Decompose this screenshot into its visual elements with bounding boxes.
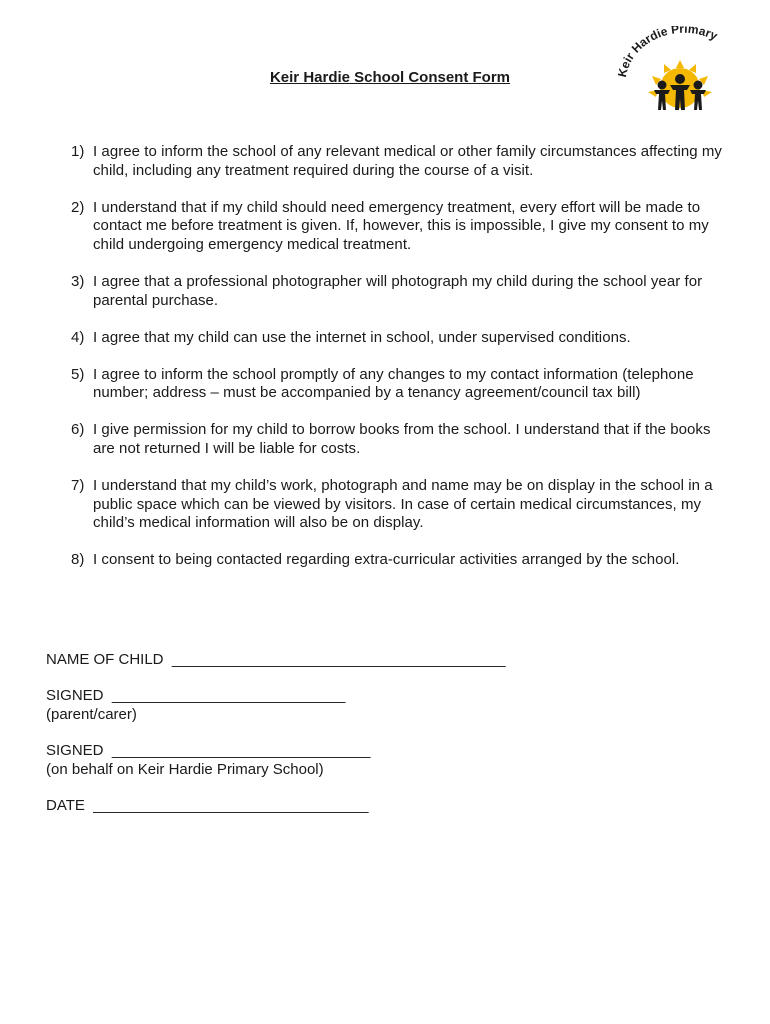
signed-school-caption: (on behalf on Keir Hardie Primary School)	[46, 761, 324, 778]
logo-text: Keir Hardie Primary	[615, 26, 720, 79]
school-logo	[612, 26, 752, 118]
item-number: 7)	[71, 477, 85, 495]
form-title: Keir Hardie School Consent Form	[269, 69, 511, 86]
item-text: I give permission for my child to borrow books from the school. I understand that if the books are not returned I will be liable for costs.	[93, 421, 711, 458]
consent-item-5	[71, 366, 731, 403]
item-number: 2)	[71, 198, 85, 216]
item-text: I agree to inform the school of any relevant medical or other family circumstances affecting my child, including any treatment required during the course of a visit.	[93, 143, 722, 179]
date-field[interactable]: DATE _________________________________	[46, 797, 369, 814]
consent-item-8	[71, 551, 731, 570]
item-number: 6)	[71, 421, 85, 439]
signed-parent-field[interactable]: SIGNED ____________________________	[46, 687, 346, 704]
item-text: I understand that if my child should need emergency treatment, every effort will be made to contact me before treatment is given. If, however, this is impossible, I give my consent to my child undergoing emergency medical treatment.	[93, 198, 709, 253]
consent-items-list	[71, 143, 731, 589]
item-number: 3)	[71, 272, 85, 290]
consent-item-3	[71, 273, 731, 310]
signed-parent-caption: (parent/carer)	[46, 706, 137, 723]
school-logo-icon	[612, 26, 752, 118]
item-text: I agree that my child can use the internet in school, under supervised conditions.	[93, 328, 631, 346]
consent-item-7	[71, 477, 731, 533]
item-text: I agree to inform the school promptly of any changes to my contact information (telephone number; address – must be accompanied by a tenancy agreement/council tax bill)	[93, 365, 694, 402]
consent-item-2	[71, 199, 731, 255]
item-number: 5)	[71, 365, 85, 383]
item-text: I consent to being contacted regarding extra-curricular activities arranged by the school.	[93, 551, 680, 569]
item-number: 4)	[71, 328, 85, 346]
item-number: 8)	[71, 551, 85, 569]
signed-school-field[interactable]: SIGNED _______________________________	[46, 742, 371, 759]
item-number: 1)	[71, 143, 85, 160]
consent-item-6	[71, 421, 731, 458]
consent-item-4	[71, 329, 731, 348]
item-text: I agree that a professional photographer will photograph my child during the school year for parental purchase.	[93, 272, 703, 309]
item-text: I understand that my child’s work, photograph and name may be on display in the school in a public space which can be viewed by visitors. In case of certain medical circumstances, my child’s medical information will also be on display.	[93, 477, 713, 532]
consent-item-1	[71, 143, 731, 180]
name-of-child-field[interactable]: NAME OF CHILD ________________________________________	[46, 651, 506, 668]
